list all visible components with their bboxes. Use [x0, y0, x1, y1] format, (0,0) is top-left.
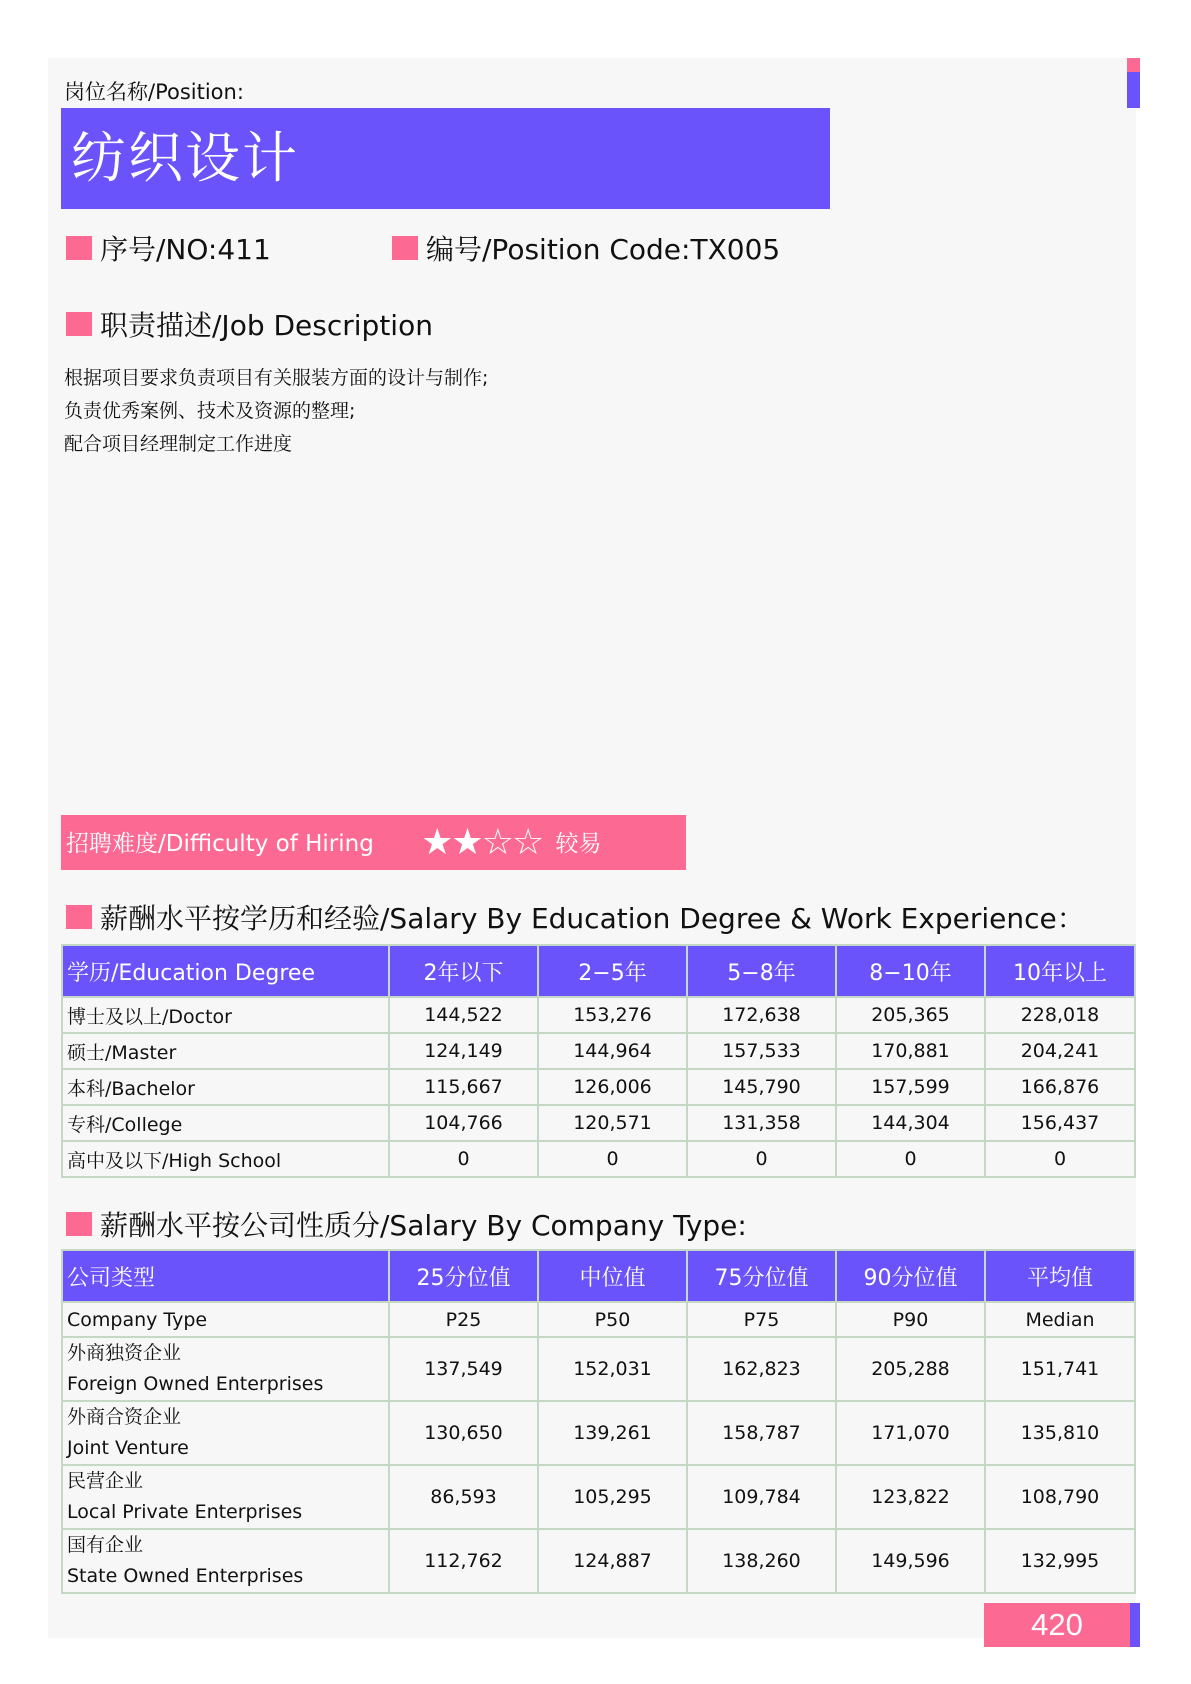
- difficulty-label: 招聘难度/Difficulty of Hiring: [66, 831, 374, 857]
- table-cell: 144,522: [389, 997, 538, 1033]
- table-row: [62, 1337, 1135, 1401]
- table-cell: 144,964: [538, 1033, 687, 1069]
- position-title: 纺织设计: [61, 108, 830, 209]
- salary-by-company-table: [61, 1249, 1136, 1594]
- table-cell: 156,437: [985, 1105, 1135, 1141]
- column-header: 90分位值: [836, 1250, 985, 1302]
- job-desc-heading: 职责描述/Job Description: [100, 309, 433, 342]
- table-cell: 0: [687, 1141, 836, 1177]
- serial-number: 序号/NO:411: [100, 233, 271, 266]
- row-label: 专科/College: [62, 1105, 389, 1141]
- table-cell: 120,571: [538, 1105, 687, 1141]
- table-cell: 205,288: [836, 1337, 985, 1401]
- table-cell: 170,881: [836, 1033, 985, 1069]
- table-row: [62, 1529, 1135, 1593]
- corner-accent-pink: [1127, 58, 1140, 72]
- table-cell: P75: [687, 1302, 836, 1337]
- column-header: 8−10年: [836, 945, 985, 997]
- table-cell: 137,549: [389, 1337, 538, 1401]
- table-cell: 228,018: [985, 997, 1135, 1033]
- table-cell: 145,790: [687, 1069, 836, 1105]
- table-row: [62, 1401, 1135, 1465]
- company-type-cn: 外商合资企业: [67, 1406, 182, 1428]
- edu-table-heading: 薪酬水平按学历和经验/Salary By Education Degree & Work Experience：: [100, 902, 1085, 935]
- table-cell: 0: [389, 1141, 538, 1177]
- company-type-en: Joint Venture: [67, 1437, 189, 1459]
- job-desc-line: 根据项目要求负责项目有关服装方面的设计与制作;: [64, 367, 489, 389]
- table-cell: 132,995: [985, 1529, 1135, 1593]
- table-cell: P25: [389, 1302, 538, 1337]
- difficulty-band: [61, 815, 686, 870]
- page-number: 420: [984, 1603, 1130, 1647]
- table-cell: 104,766: [389, 1105, 538, 1141]
- table-cell: 105,295: [538, 1465, 687, 1529]
- row-label: [62, 1465, 389, 1529]
- table-row: [62, 1069, 1135, 1105]
- column-header: 25分位值: [389, 1250, 538, 1302]
- table-row: [62, 1465, 1135, 1529]
- row-label: 博士及以上/Doctor: [62, 997, 389, 1033]
- table-cell: 0: [538, 1141, 687, 1177]
- column-header: 5−8年: [687, 945, 836, 997]
- table-cell: 112,762: [389, 1529, 538, 1593]
- corner-accent-purple: [1127, 72, 1140, 108]
- job-description: [64, 362, 488, 461]
- serial-bullet: [66, 236, 92, 260]
- column-header: 75分位值: [687, 1250, 836, 1302]
- table-cell: 157,599: [836, 1069, 985, 1105]
- company-type-cn: 民营企业: [67, 1470, 144, 1492]
- position-label: 岗位名称/Position:: [64, 80, 244, 104]
- column-header: 2年以下: [389, 945, 538, 997]
- table-subheader-row: [62, 1302, 1135, 1337]
- salary-by-education-table: [61, 944, 1136, 1178]
- row-label: Company Type: [62, 1302, 389, 1337]
- table-cell: 158,787: [687, 1401, 836, 1465]
- company-table-heading: 薪酬水平按公司性质分/Salary By Company Type:: [100, 1209, 747, 1242]
- company-type-en: Local Private Enterprises: [67, 1501, 303, 1523]
- edu-table-bullet: [66, 905, 92, 929]
- position-code: 编号/Position Code:TX005: [426, 233, 781, 266]
- table-cell: 166,876: [985, 1069, 1135, 1105]
- company-type-cn: 国有企业: [67, 1534, 144, 1556]
- table-row: [62, 1141, 1135, 1177]
- table-cell: 86,593: [389, 1465, 538, 1529]
- column-header: 10年以上: [985, 945, 1135, 997]
- star-rating-icon: ★★☆☆: [421, 822, 543, 863]
- company-table-bullet: [66, 1212, 92, 1236]
- table-cell: 135,810: [985, 1401, 1135, 1465]
- column-header: 学历/Education Degree: [62, 945, 389, 997]
- row-label: 高中及以下/High School: [62, 1141, 389, 1177]
- table-cell: 157,533: [687, 1033, 836, 1069]
- company-type-en: State Owned Enterprises: [67, 1565, 304, 1587]
- table-cell: 138,260: [687, 1529, 836, 1593]
- row-label: [62, 1529, 389, 1593]
- table-cell: 204,241: [985, 1033, 1135, 1069]
- table-cell: 123,822: [836, 1465, 985, 1529]
- table-cell: 151,741: [985, 1337, 1135, 1401]
- table-cell: 115,667: [389, 1069, 538, 1105]
- table-cell: 108,790: [985, 1465, 1135, 1529]
- column-header: 中位值: [538, 1250, 687, 1302]
- table-row: [62, 1033, 1135, 1069]
- table-cell: Median: [985, 1302, 1135, 1337]
- table-cell: 152,031: [538, 1337, 687, 1401]
- row-label: [62, 1337, 389, 1401]
- row-label: 本科/Bachelor: [62, 1069, 389, 1105]
- table-cell: P90: [836, 1302, 985, 1337]
- table-cell: 130,650: [389, 1401, 538, 1465]
- table-cell: 144,304: [836, 1105, 985, 1141]
- column-header: 2−5年: [538, 945, 687, 997]
- row-label: [62, 1401, 389, 1465]
- page-number-accent: [1130, 1603, 1140, 1647]
- job-desc-bullet: [66, 312, 92, 336]
- table-cell: 126,006: [538, 1069, 687, 1105]
- table-cell: P50: [538, 1302, 687, 1337]
- table-cell: 205,365: [836, 997, 985, 1033]
- row-label: 硕士/Master: [62, 1033, 389, 1069]
- table-row: [62, 1105, 1135, 1141]
- table-cell: 172,638: [687, 997, 836, 1033]
- table-cell: 0: [985, 1141, 1135, 1177]
- table-cell: 139,261: [538, 1401, 687, 1465]
- table-row: [62, 997, 1135, 1033]
- table-cell: 171,070: [836, 1401, 985, 1465]
- table-cell: 0: [836, 1141, 985, 1177]
- table-cell: 109,784: [687, 1465, 836, 1529]
- table-cell: 162,823: [687, 1337, 836, 1401]
- table-cell: 124,149: [389, 1033, 538, 1069]
- table-cell: 149,596: [836, 1529, 985, 1593]
- table-cell: 131,358: [687, 1105, 836, 1141]
- table-cell: 124,887: [538, 1529, 687, 1593]
- difficulty-level: 较易: [555, 831, 602, 857]
- company-type-cn: 外商独资企业: [67, 1342, 182, 1364]
- code-bullet: [392, 236, 418, 260]
- table-cell: 153,276: [538, 997, 687, 1033]
- job-desc-line: 负责优秀案例、技术及资源的整理;: [64, 400, 356, 422]
- table-header-row: [62, 1250, 1135, 1302]
- company-type-en: Foreign Owned Enterprises: [67, 1373, 324, 1395]
- table-header-row: [62, 945, 1135, 997]
- column-header: 公司类型: [62, 1250, 389, 1302]
- column-header: 平均值: [985, 1250, 1135, 1302]
- job-desc-line: 配合项目经理制定工作进度: [64, 433, 293, 455]
